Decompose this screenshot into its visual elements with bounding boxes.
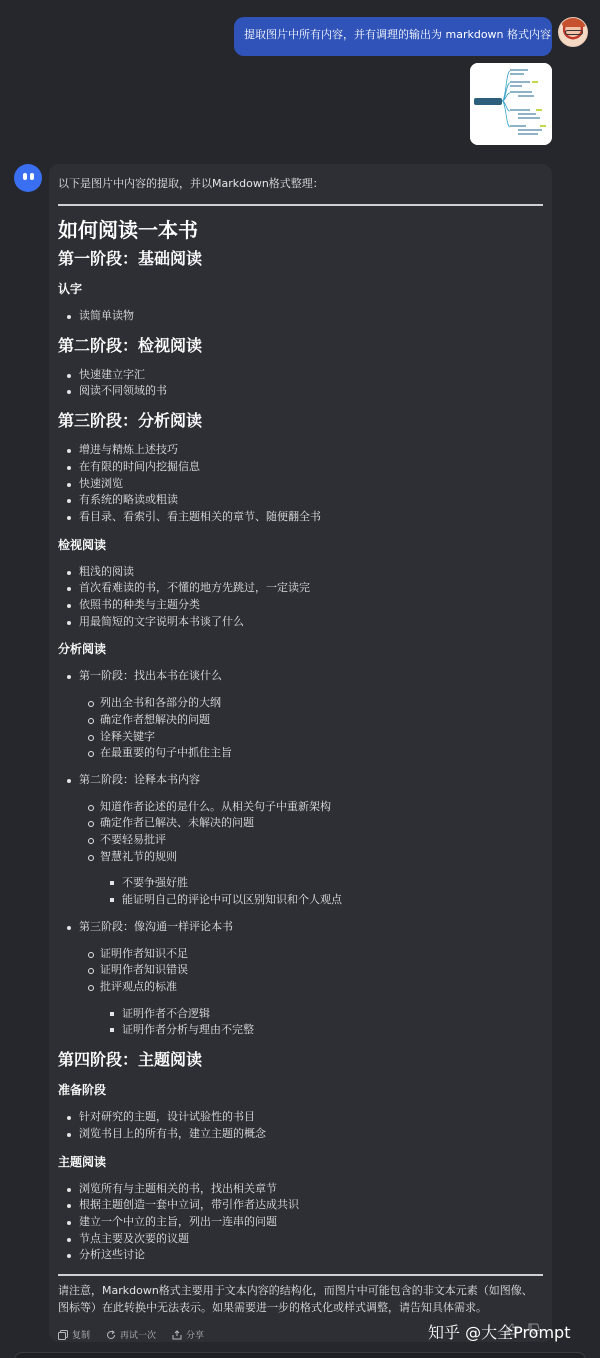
doc-title: 如何阅读一本书 <box>58 218 198 242</box>
list-item: 浏览所有与主题相关的书，找出相关章节 <box>79 1181 543 1198</box>
list-item: 用最简短的文字说明本书谈了什么 <box>79 614 543 631</box>
user-message-bubble: 提取图片中所有内容，并有调理的输出为 markdown 格式内容 <box>234 17 552 56</box>
bot-eye-right <box>30 173 34 180</box>
list-item: 在最重要的句子中抓住主旨 <box>100 745 543 762</box>
analysis-stage-1-list <box>100 695 543 762</box>
bot-eye-left <box>23 173 27 180</box>
analysis-stage-1 <box>79 668 543 762</box>
list-item: 阅读不同领域的书 <box>79 383 543 400</box>
analysis-reading-list <box>79 668 543 1039</box>
criteria-label: 批评观点的标准 <box>100 979 177 993</box>
prep-stage-title: 准备阶段 <box>58 1083 107 1098</box>
retry-label: 再试一次 <box>120 1331 157 1342</box>
user-avatar[interactable] <box>558 17 588 47</box>
list-item: 依照书的种类与主题分类 <box>79 597 543 614</box>
zhihu-watermark: 知乎 @大全Prompt <box>428 1323 571 1342</box>
list-item: 能证明自己的评论中可以区别知识和个人观点 <box>122 892 543 909</box>
input-bar-edge <box>14 1352 586 1358</box>
refresh-icon <box>106 1330 116 1340</box>
bot-answer-card <box>49 164 552 1342</box>
copy-icon <box>58 1330 68 1340</box>
topic-reading-list <box>79 1181 543 1265</box>
copy-button[interactable] <box>58 1328 90 1341</box>
prep-stage-list <box>79 1109 543 1142</box>
analysis-reading-title: 分析阅读 <box>58 642 107 657</box>
analysis-stage-3-label: 第三阶段：像沟通一样评论本书 <box>79 919 233 933</box>
share-button[interactable] <box>172 1328 204 1341</box>
criteria-list <box>122 1006 543 1039</box>
list-item: 粗浅的阅读 <box>79 564 543 581</box>
divider-bottom <box>58 1274 543 1276</box>
section-1-list <box>79 308 543 325</box>
wisdom-rules-item <box>100 849 543 909</box>
section-1-title: 第一阶段：基础阅读 <box>58 249 203 268</box>
list-item: 不要轻易批评 <box>100 832 543 849</box>
list-item: 有系统的略读或粗读 <box>79 492 543 509</box>
section-2-list <box>79 367 543 400</box>
list-item: 证明作者分析与理由不完整 <box>122 1022 543 1039</box>
topic-reading-title: 主题阅读 <box>58 1154 107 1169</box>
list-item: 在有限的时间内挖掘信息 <box>79 459 543 476</box>
avatar-hair <box>562 17 586 27</box>
answer-note: 请注意，Markdown格式主要用于文本内容的结构化，而图片中可能包含的非文本元素（如图像、图标等）在此转换中无法表示。如果需要进一步的格式化或样式调整，请告知具体需求。 <box>58 1284 533 1315</box>
section-2-title: 第二阶段：检视阅读 <box>58 335 203 355</box>
mindmap-thumbnail-icon[interactable] <box>470 63 552 145</box>
list-item: 证明作者知识错误 <box>100 962 543 979</box>
list-item: 知道作者论述的是什么。从相关句子中重新架构 <box>100 799 543 816</box>
list-item: 不要争强好胜 <box>122 875 543 892</box>
copy-label: 复制 <box>72 1331 91 1342</box>
avatar-glasses <box>565 30 583 35</box>
analysis-stage-3-list <box>100 946 543 1040</box>
bot-avatar <box>14 164 42 192</box>
mindmap-thumbnail-graphic <box>470 63 552 145</box>
list-item: 快速浏览 <box>79 476 543 493</box>
analysis-stage-2-label: 第二阶段：诠释本书内容 <box>79 772 200 786</box>
list-item: 确定作者想解决的问题 <box>100 712 543 729</box>
list-item: 证明作者知识不足 <box>100 946 543 963</box>
list-item: 确定作者已解决、未解决的问题 <box>100 815 543 832</box>
analysis-stage-2-list <box>100 799 543 909</box>
list-item: 首次看难读的书，不懂的地方先跳过，一定读完 <box>79 580 543 597</box>
list-item: 浏览书目上的所有书，建立主题的概念 <box>79 1126 543 1143</box>
analysis-stage-2 <box>79 772 543 909</box>
list-item: 针对研究的主题，设计试验性的书目 <box>79 1109 543 1126</box>
criteria-item <box>100 979 543 1039</box>
list-item: 根据主题创造一套中立词，带引作者达成共识 <box>79 1197 543 1214</box>
answer-intro: 以下是图片中内容的提取，并以Markdown格式整理： <box>58 177 324 190</box>
divider-top <box>58 204 543 206</box>
section-3-list <box>79 442 543 526</box>
list-item: 证明作者不合逻辑 <box>122 1006 543 1023</box>
share-icon <box>172 1330 182 1340</box>
list-item: 节点主要及次要的议题 <box>79 1231 543 1248</box>
inspect-reading-title: 检视阅读 <box>58 537 107 552</box>
list-item: 快速建立字汇 <box>79 367 543 384</box>
list-item: 分析这些讨论 <box>79 1247 543 1264</box>
wisdom-rules-list <box>122 875 543 908</box>
section-4-title: 第四阶段：主题阅读 <box>58 1050 203 1070</box>
analysis-stage-1-label: 第一阶段：找出本书在谈什么 <box>79 669 222 683</box>
share-label: 分享 <box>186 1331 205 1342</box>
section-3-title: 第三阶段：分析阅读 <box>58 411 203 431</box>
list-item: 建立一个中立的主旨，列出一连串的问题 <box>79 1214 543 1231</box>
user-message-row <box>234 17 588 56</box>
list-item: 增进与精炼上述技巧 <box>79 442 543 459</box>
list-item: 看目录、看索引、看主题相关的章节、随便翻全书 <box>79 509 543 526</box>
list-item: 读简单读物 <box>79 308 543 325</box>
list-item: 列出全书和各部分的大纲 <box>100 695 543 712</box>
retry-button[interactable] <box>106 1328 156 1341</box>
analysis-stage-3 <box>79 919 543 1039</box>
section-1-subtitle: 认字 <box>58 282 83 296</box>
wisdom-rules-label: 智慧礼节的规则 <box>100 849 177 863</box>
inspect-reading-list <box>79 564 543 631</box>
list-item: 诠释关键字 <box>100 729 543 746</box>
